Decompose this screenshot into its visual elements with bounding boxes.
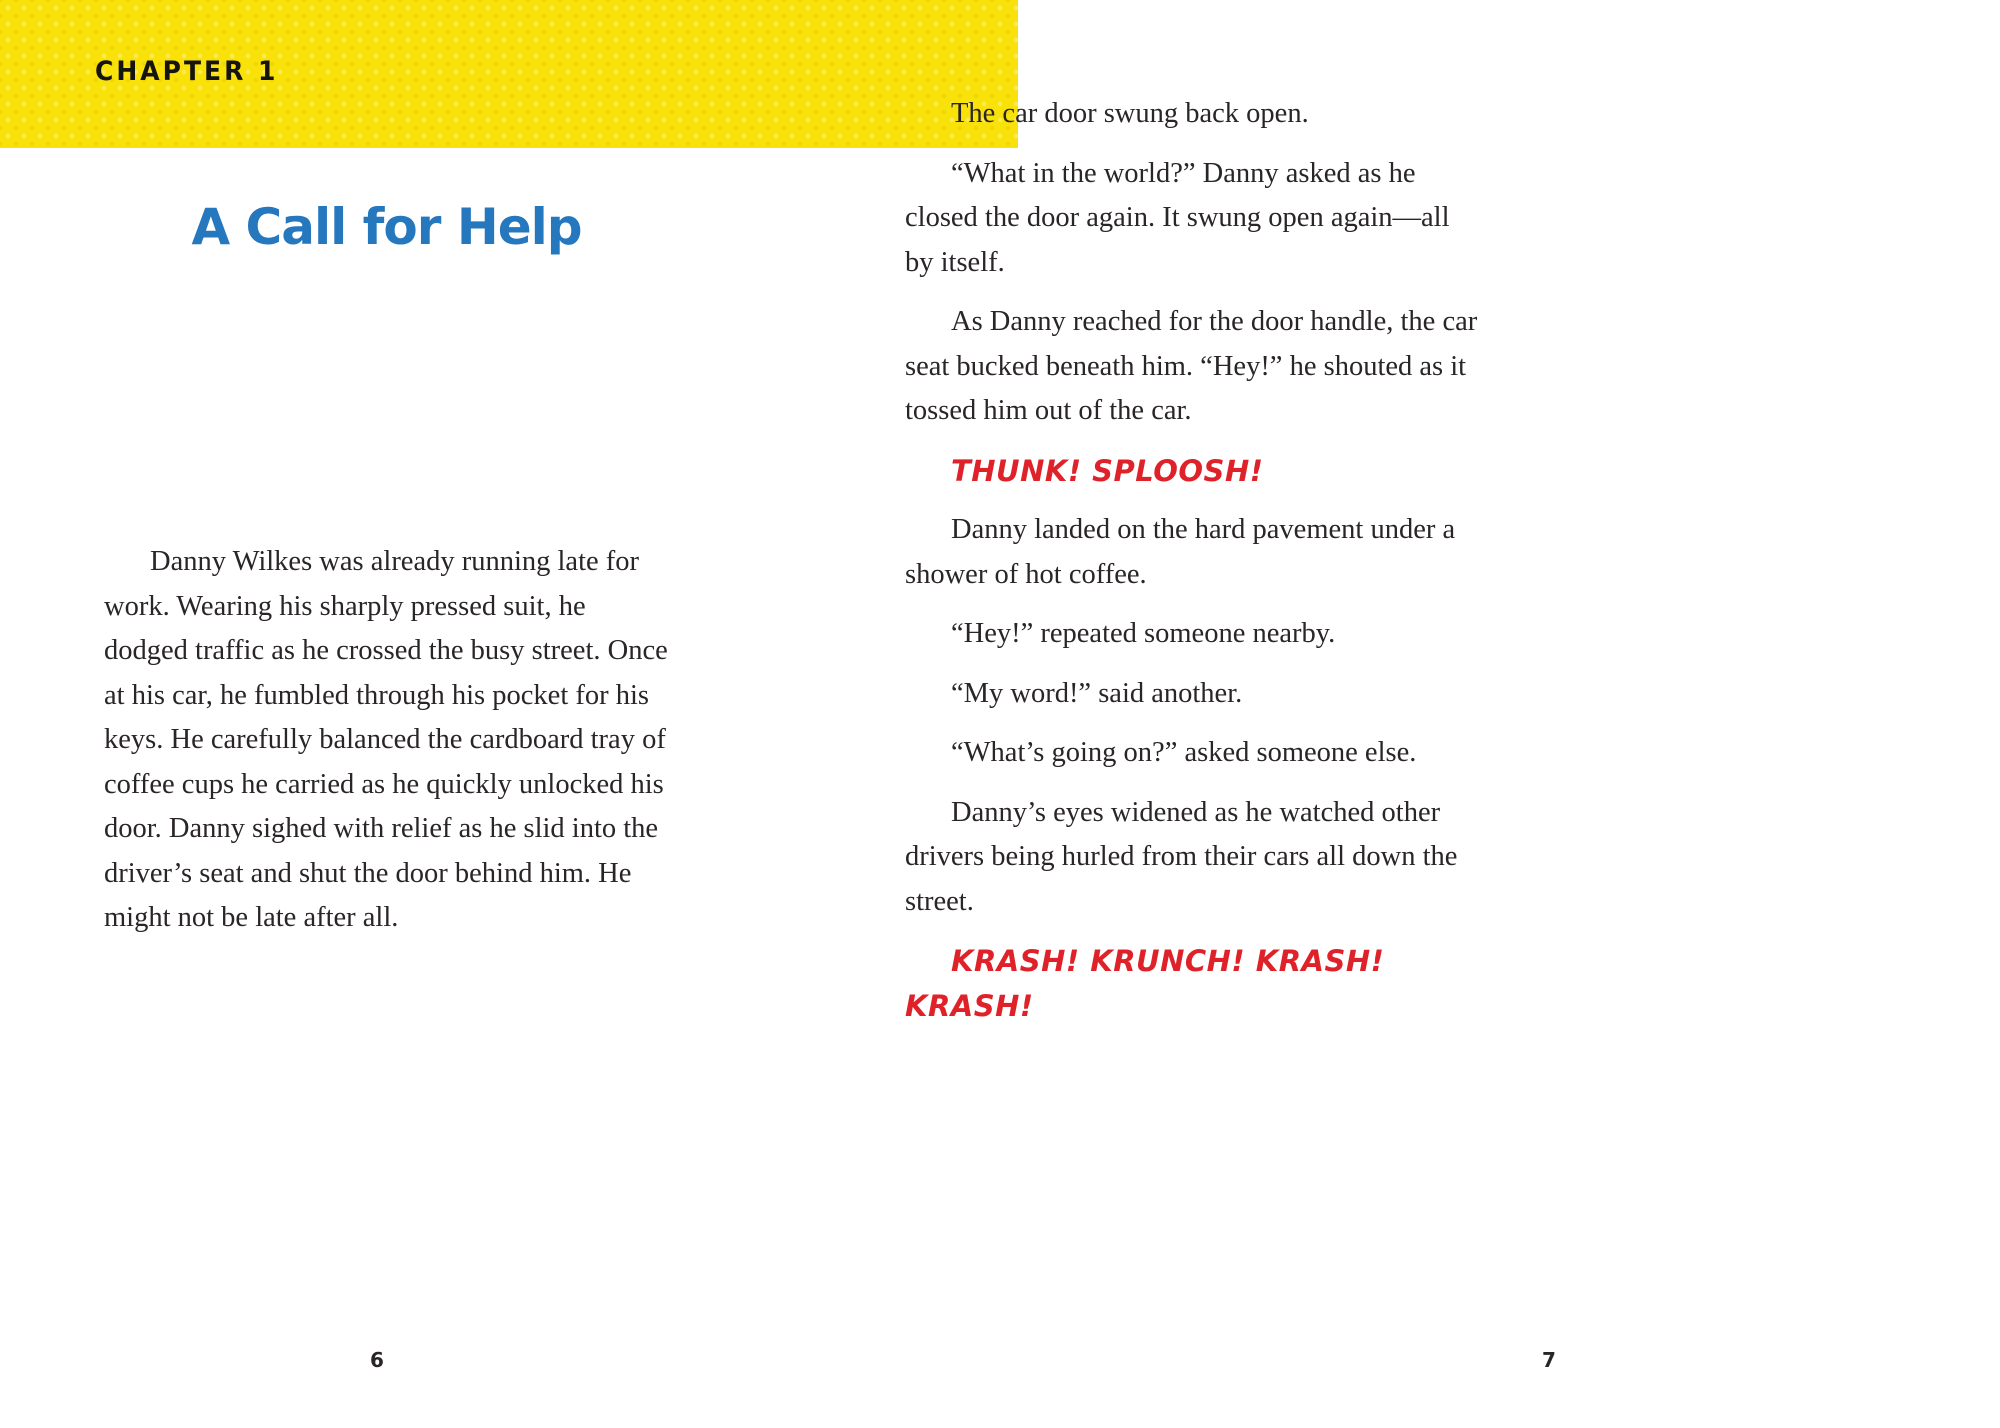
chapter-title: A Call for Help <box>191 198 582 256</box>
body-paragraph: As Danny reached for the door handle, the car seat bucked beneath him. “Hey!” he shouted as it tossed him out of the car. <box>905 306 1478 426</box>
body-paragraph: Danny landed on the hard pavement under a shower of hot coffee. <box>905 514 1456 590</box>
page-number-left: 6 <box>370 1348 384 1372</box>
body-paragraph: “Hey!” repeated someone nearby. <box>951 618 1336 649</box>
sound-effect-text: KRASH! KRUNCH! KRASH! KRASH! <box>905 944 1385 1023</box>
body-paragraph: The car door swung back open. <box>951 98 1309 129</box>
left-page-body <box>104 540 669 956</box>
body-paragraph: “What’s going on?” asked someone else. <box>951 737 1417 768</box>
left-page <box>104 0 669 1428</box>
body-paragraph: Danny Wilkes was already running late for work. Wearing his sharply pressed suit, he dodged traffic as he crossed the busy street. Once at his car, he fumbled through his pocket for his keys. He carefully balanced the cardboard tray of coffee cups he carried as he quickly unlocked his door. Danny sighed with relief as he slid into the driver’s seat and shut the door behind him. He might not be late after all. <box>104 546 668 933</box>
body-paragraph: Danny’s eyes widened as he watched other drivers being hurled from their cars all down the street. <box>905 796 1458 917</box>
right-page-body <box>905 92 1480 1043</box>
chapter-label: CHAPTER 1 <box>95 56 279 87</box>
page-number-right: 7 <box>1542 1348 1556 1372</box>
body-paragraph: “What in the world?” Danny asked as he closed the door again. It swung open again—all by itself. <box>905 157 1450 278</box>
sound-effect-text: THUNK! SPLOOSH! <box>951 453 1264 488</box>
body-paragraph: “My word!” said another. <box>951 677 1243 709</box>
